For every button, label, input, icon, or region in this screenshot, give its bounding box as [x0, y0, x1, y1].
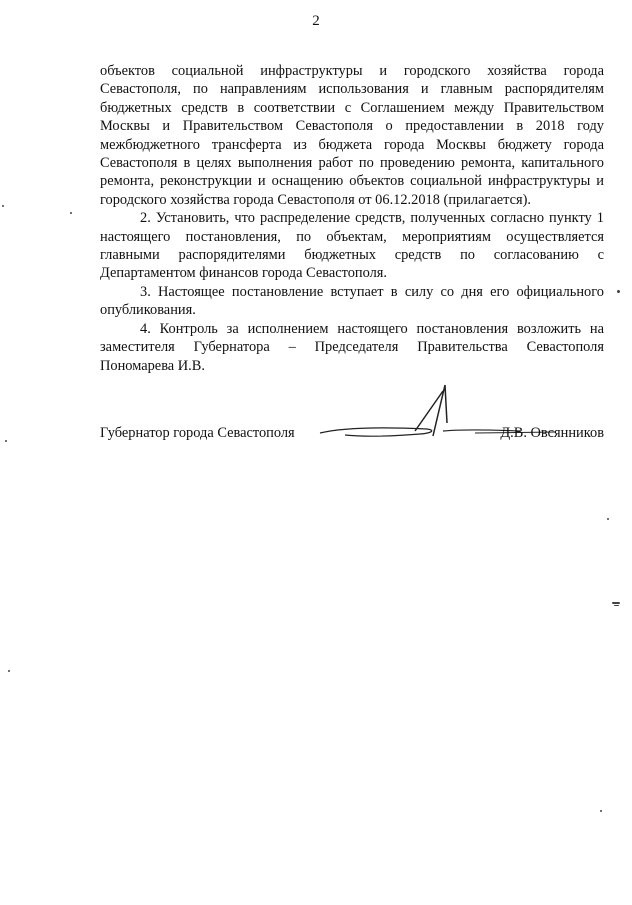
page-number: 2 [312, 13, 320, 29]
paragraph-1: объектов социальной инфраструктуры и городского хозяйства города Севастополя, по направлениям использования и главным распорядителям бюджетных средств в соответствии с Соглашением между Правительством Москвы и Правительством Севастополя о предоставлении в 2018 году межбюджетного трансферта из бюджета города Москвы бюджету города Севастополя в целях выполнения работ по проведению ремонта, капитального ремонта, реконструкции и оснащению объектов социальной инфраструктуры и городского хозяйства города Севастополя от 06.12.2018 (прилагается). [100, 63, 604, 208]
paragraph-3: 3. Настоящее постановление вступает в силу со дня его официального опубликования. [100, 283, 604, 319]
scan-speck [607, 518, 609, 520]
scan-speck [612, 602, 620, 604]
scan-speck [614, 605, 619, 606]
scan-speck [2, 205, 4, 207]
paragraph-4: 4. Контроль за исполнением настоящего постановления возложить на заместителя Губернатора – Председателя Правительства Севастополя Пономарева И.В. [100, 320, 604, 374]
scan-speck [70, 212, 72, 214]
scan-speck [600, 810, 602, 812]
scan-speck [8, 670, 10, 672]
scan-speck [5, 440, 7, 442]
signature-block [100, 425, 604, 449]
handwritten-signature [315, 383, 605, 453]
scan-speck [617, 290, 620, 293]
signatory-title: Губернатор города Севастополя [100, 425, 295, 441]
signatory-name: Д.В. Овсянников [500, 425, 604, 441]
document-body [100, 62, 604, 375]
paragraph-2: 2. Установить, что распределение средств, полученных согласно пункту 1 настоящего постановления, по объектам, мероприятиям осуществляется главными распорядителями бюджетных средств по согласованию с Департаментом финансов города Севастополя. [100, 210, 604, 282]
